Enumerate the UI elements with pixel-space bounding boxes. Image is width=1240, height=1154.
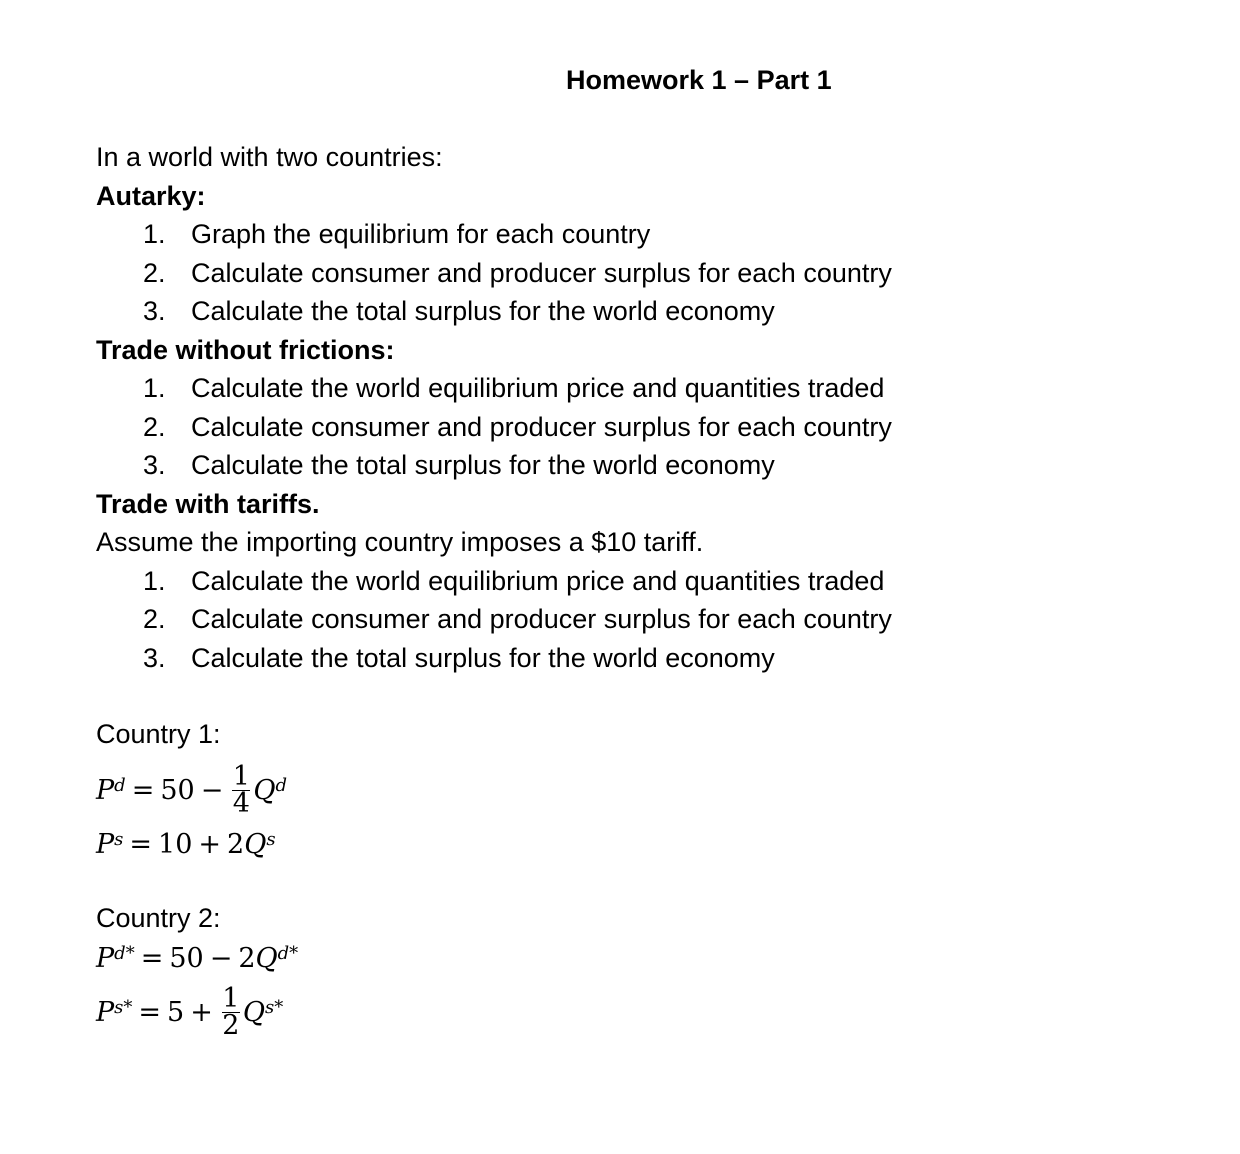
price-symbol: P [96,942,115,974]
operator: − [200,774,224,806]
list-number: 1. [143,565,166,596]
fraction-numerator: 1 [222,982,240,1014]
list-number: 1. [143,373,166,403]
constant: 50 [160,774,195,806]
constant: 5 [167,996,185,1028]
list-number: 2. [143,411,166,442]
coefficient: 2 [238,942,256,974]
fraction [222,982,240,1041]
operator: − [209,942,233,974]
list-text: Calculate the world equilibrium price and quantities traded [191,565,885,596]
page-title: Homework 1 – Part 1 [566,65,832,95]
list-item [96,408,1176,447]
list-item [96,215,1176,254]
list-number: 2. [143,257,166,288]
equals-sign: = [140,942,164,974]
quantity-symbol: Q [255,942,278,974]
section-heading-autarky: Autarky: [96,180,206,211]
list-text: Graph the equilibrium for each country [191,219,651,249]
country-2-demand-equation: P $^{d*}$ = 50 − 2 Q $^{d*}$ [96,942,299,974]
country-1-supply-equation: P $^s$ = 10 + 2 Q $^s$ [96,828,276,860]
list-number: 3. [143,642,166,673]
list-text: Calculate consumer and producer surplus for each country [191,604,892,634]
fraction-numerator: 1 [232,760,250,792]
list-text: Calculate consumer and producer surplus for each country [191,411,892,442]
equals-sign: = [131,774,155,806]
intro-text: In a world with two countries: [96,142,443,172]
fraction-denominator: 4 [232,787,250,819]
list-item [96,562,1176,601]
list-number: 1. [143,219,166,249]
equals-sign: = [129,828,153,860]
quantity-symbol: Q [244,828,267,860]
constant: 50 [169,942,204,974]
fraction-denominator: 2 [222,1009,240,1041]
quantity-symbol: Q [253,774,276,806]
tariff-note: Assume the importing country imposes a $10 tariff. [96,527,704,557]
country-2-supply-equation: P $^{s*}$ = 5 + $\frac{1}{2}$ Q $^{s*}$ [96,982,284,1041]
list-text: Calculate the total surplus for the world economy [191,296,775,326]
price-symbol: P [96,774,115,806]
list-number: 2. [143,604,166,634]
list-item [96,600,1176,639]
price-symbol: P [96,996,115,1028]
quantity-symbol: Q [242,996,265,1028]
list-item [96,254,1176,293]
list-number: 3. [143,450,166,480]
list-text: Calculate the total surplus for the world economy [191,642,775,673]
list-text: Calculate the total surplus for the world economy [191,450,775,480]
list-item [96,292,1176,331]
coefficient: 2 [227,828,245,860]
list-item [96,446,1176,485]
equals-sign: = [138,996,162,1028]
section-heading-trade-without-frictions: Trade without frictions: [96,334,395,365]
operator: + [198,828,222,860]
list-text: Calculate the world equilibrium price and quantities traded [191,373,885,403]
list-item [96,369,1176,408]
operator: + [190,996,213,1028]
list-number: 3. [143,296,166,326]
country-1-demand-equation: P $^d$ = 50 − $\frac{1}{4}$ Q $^d$ [96,760,287,819]
list-item [96,639,1176,678]
section-heading-trade-with-tariffs: Trade with tariffs. [96,488,320,519]
constant: 10 [158,828,193,860]
fraction [232,760,250,819]
document-body [96,138,1176,677]
price-symbol: P [96,828,115,860]
country-2-label: Country 2: [96,903,221,933]
list-text: Calculate consumer and producer surplus for each country [191,257,892,288]
country-1-label: Country 1: [96,719,221,749]
